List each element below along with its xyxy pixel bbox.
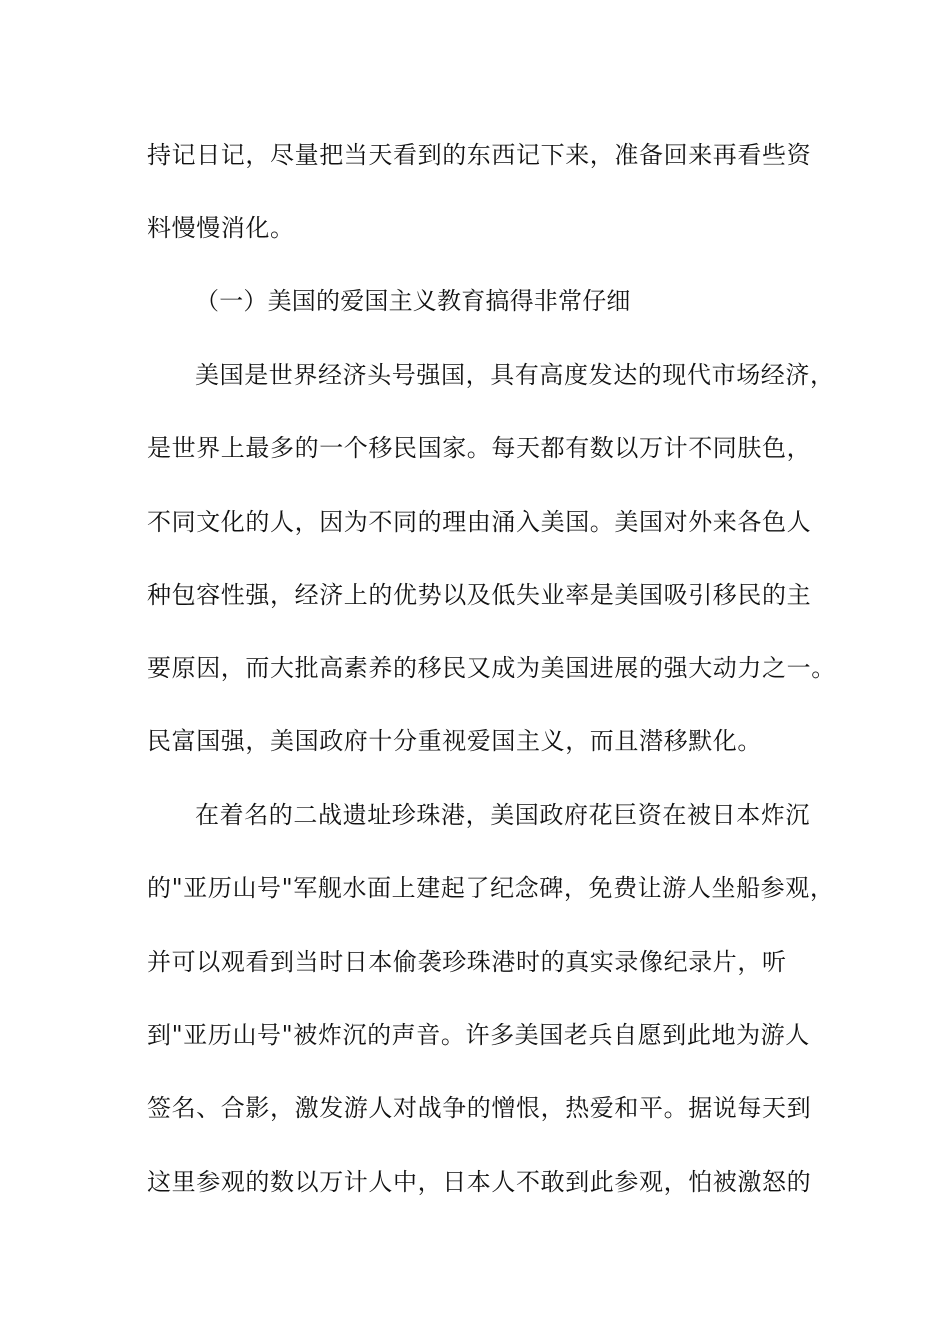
text-line: 在着名的二战遗址珍珠港，美国政府花巨资在被日本炸沉 (195, 801, 810, 829)
text-line: 是世界上最多的一个移民国家。每天都有数以万计不同肤色， (147, 434, 812, 462)
text-line: 料慢慢消化。 (147, 214, 295, 242)
text-line: 到"亚历山号"被炸沉的声音。许多美国老兵自愿到此地为游人 (147, 1021, 810, 1049)
text-line: 种包容性强，经济上的优势以及低失业率是美国吸引移民的主 (147, 581, 812, 609)
section-heading: （一）美国的爱国主义教育搞得非常仔细 (195, 287, 631, 315)
text-line: 签名、合影，激发游人对战争的憎恨，热爱和平。据说每天到 (147, 1094, 812, 1122)
text-line: 并可以观看到当时日本偷袭珍珠港时的真实录像纪录片，听 (147, 948, 787, 976)
text-line: 要原因，而大批高素养的移民又成为美国进展的强大动力之一。 (147, 654, 836, 682)
text-line: 不同文化的人，因为不同的理由涌入美国。美国对外来各色人 (147, 508, 812, 536)
text-line: 民富国强，美国政府十分重视爱国主义，而且潜移默化。 (147, 727, 762, 755)
text-line: 这里参观的数以万计人中，日本人不敢到此参观，怕被激怒的 (147, 1168, 812, 1196)
text-line: 美国是世界经济头号强国，具有高度发达的现代市场经济， (195, 361, 835, 389)
text-line: 的"亚历山号"军舰水面上建起了纪念碑，免费让游人坐船参观， (147, 874, 835, 902)
text-line: 持记日记，尽量把当天看到的东西记下来，准备回来再看些资 (147, 141, 812, 169)
